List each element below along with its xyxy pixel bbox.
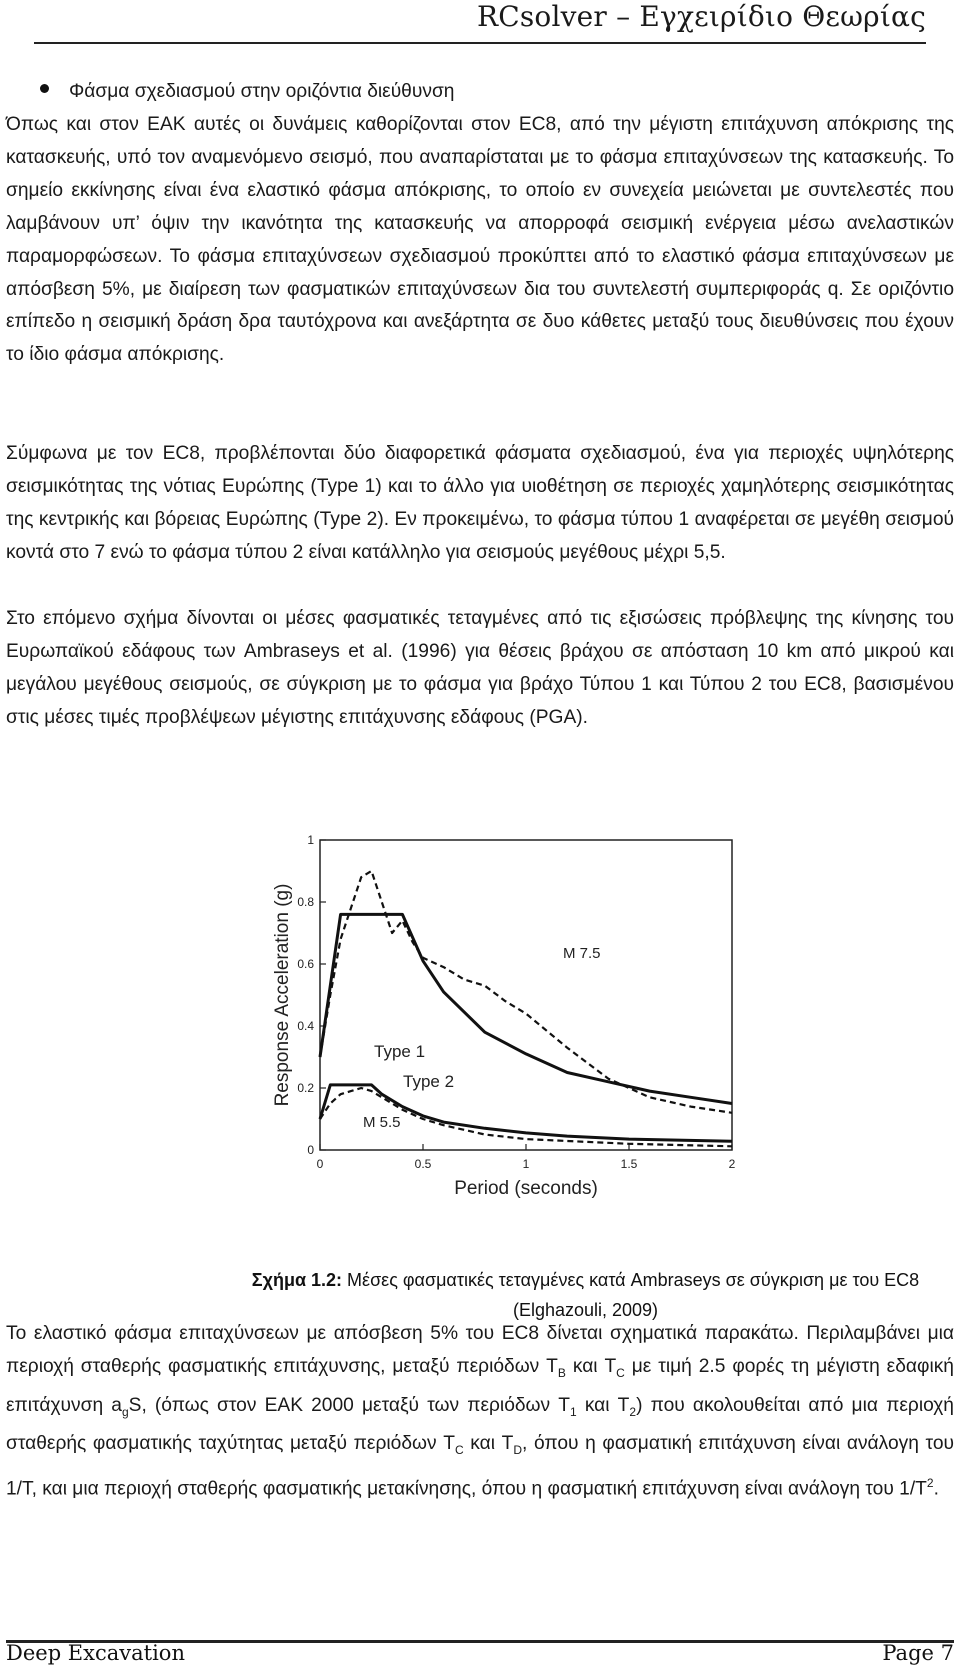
y-tick-label: 1 bbox=[307, 833, 314, 847]
sup-2: 2 bbox=[926, 1476, 934, 1491]
p4-text-2: και T bbox=[565, 1355, 617, 1377]
footer-title: Deep Excavation bbox=[6, 1641, 185, 1665]
x-tick-label: 0 bbox=[316, 1157, 324, 1171]
sub-c-2: C bbox=[454, 1443, 464, 1458]
series-line-type-1 bbox=[320, 914, 732, 1103]
paragraph-4 bbox=[6, 1318, 954, 1506]
figure-caption bbox=[218, 1265, 953, 1325]
p4-text-7: και T bbox=[463, 1433, 514, 1455]
bullet-text: Φάσμα σχεδιασμού στην οριζόντια διεύθυνση bbox=[69, 81, 455, 102]
y-tick-label: 0.8 bbox=[297, 895, 314, 909]
p4-text-4: S, (όπως στον ΕΑΚ 2000 μεταξύ των περιόδων T bbox=[128, 1394, 570, 1416]
type2-label: Type 2 bbox=[403, 1072, 455, 1091]
header-title: RCsolver – Εγχειρίδιο Θεωρίας bbox=[476, 0, 926, 33]
m55-label: M 5.5 bbox=[363, 1114, 401, 1131]
sub-b: B bbox=[557, 1365, 566, 1380]
p4-text-6: ) που ακολουθείται από μια περιοχή σταθερής φασματικής ταχύτητας μεταξύ περιόδων T bbox=[6, 1394, 954, 1455]
spectrum-chart bbox=[258, 822, 758, 1226]
x-tick-label: 1 bbox=[522, 1157, 530, 1171]
plot-frame bbox=[320, 840, 732, 1150]
paragraph-1: Όπως και στον ΕΑΚ αυτές οι δυνάμεις καθορίζονται στον EC8, από την μέγιστη επιτάχυνση απόκρισης της κατασκευής, υπό τον αναμενόμενο σεισμό, που αναπαρίσταται με το φάσμα επιταχύνσεων της κατασκευής. Το σημείο εκκίνησης είναι ένα ελαστικό φάσμα απόκρισης, το οποίο εν συνεχεία μειώνεται με συντελεστές που λαμβάνουν υπ’ όψιν την ικανότητα της κατασκευής να απορροφά σεισμική ενέργεια μέσω ανελαστικών παραμορφώσεων. Το φάσμα επιταχύνσεων σχεδιασμού προκύπτει από το ελαστικό φάσμα επιταχύνσεων με απόσβεση 5%, με διαίρεση των φασματικών επιταχύνσεων δια του συντελεστή συμπεριφοράς q. Σε οριζόντιο επίπεδο η σεισμική δράση δρα ταυτόχρονα και ανεξάρτητα σε δυο κάθετες μεταξύ τους διευθύνσεις που έχουν το ίδιο φάσμα απόκρισης. bbox=[6, 114, 954, 366]
header-rule bbox=[34, 42, 926, 44]
spectrum-figure bbox=[258, 822, 758, 1226]
y-tick-label: 0.2 bbox=[297, 1081, 314, 1095]
sub-1: 1 bbox=[569, 1404, 577, 1419]
series-line-m-7-5 bbox=[320, 871, 732, 1113]
y-tick-label: 0 bbox=[307, 1143, 314, 1157]
p4-text-8: , όπου η φασματική επιτάχυνση είναι ανάλογη του 1/T, και μια περιοχή σταθερής φασματικής μετακίνησης, όπου η φασματική επιτάχυνση είναι ανάλογη του 1/T bbox=[6, 1433, 954, 1500]
type1-label: Type 1 bbox=[374, 1042, 426, 1061]
paragraph-2: Σύμφωνα με τον EC8, προβλέπονται δύο διαφορετικά φάσματα σχεδιασμού, ένα για περιοχές υψηλότερης σεισμικότητας της νότιας Ευρώπης (Type 1) και το άλλο για υιοθέτηση σε περιοχές χαμηλότερης σεισμικότητας της κεντρικής και βόρειας Ευρώπης (Type 2). Εν προκειμένω, το φάσμα τύπου 1 αναφέρεται σε μεγέθη σεισμού κοντά στο 7 ενώ το φάσμα τύπου 2 είναι κατάλληλο για σεισμούς μεγέθους μέχρι 5,5. bbox=[6, 443, 954, 563]
x-axis-label: Period (seconds) bbox=[454, 1178, 598, 1199]
sub-d: D bbox=[513, 1443, 522, 1458]
y-tick-label: 0.4 bbox=[297, 1019, 314, 1033]
p4-text-5: και T bbox=[576, 1394, 630, 1416]
page-number: Page 7 bbox=[882, 1641, 954, 1665]
p4-text-3: με τιμή 2.5 φορές τη μέγιστη εδαφική επιτάχυνση a bbox=[6, 1355, 954, 1416]
p4-text-1: Το ελαστικό φάσμα επιταχύνσεων με απόσβεση 5% του EC8 δίνεται σχηματικά παρακάτω. Περιλαμβάνει μια περιοχή σταθερής φασματικής επιτάχυνσης, μεταξύ περιόδων T bbox=[6, 1323, 954, 1377]
caption-label: Σχήμα 1.2: bbox=[251, 1270, 343, 1290]
y-axis-label: Response Acceleration (g) bbox=[272, 883, 293, 1107]
bullet-heading bbox=[40, 76, 454, 109]
p4-text-9: . bbox=[933, 1478, 939, 1500]
x-tick-label: 1.5 bbox=[620, 1157, 638, 1171]
paragraph-3: Στο επόμενο σχήμα δίνονται οι μέσες φασματικές τεταγμένες από τις εξισώσεις πρόβλεψης της κίνησης του Ευρωπαϊκού εδάφους των Ambraseys et al. (1996) για θέσεις βράχου σε απόσταση 10 km από μικρού και μεγάλου μεγέθους σεισμούς, σε σύγκριση με το φάσμα για βράχο Τύπου 1 και Τύπου 2 του EC8, βασισμένου στις μέσες τιμές προβλέψεων μέγιστης επιτάχυνσης εδάφους (PGA). bbox=[6, 608, 954, 728]
x-tick-label: 0.5 bbox=[414, 1157, 432, 1171]
caption-text: Μέσες φασματικές τεταγμένες κατά Ambraseys σε σύγκριση με του EC8 (Elghazouli, 2009) bbox=[342, 1270, 920, 1320]
x-tick-label: 2 bbox=[728, 1157, 736, 1171]
m75-label: M 7.5 bbox=[563, 945, 601, 962]
bullet-dot-icon bbox=[40, 84, 49, 93]
sub-g: g bbox=[121, 1404, 129, 1419]
sub-2: 2 bbox=[629, 1404, 637, 1419]
y-tick-label: 0.6 bbox=[297, 957, 314, 971]
sub-c: C bbox=[616, 1365, 625, 1380]
